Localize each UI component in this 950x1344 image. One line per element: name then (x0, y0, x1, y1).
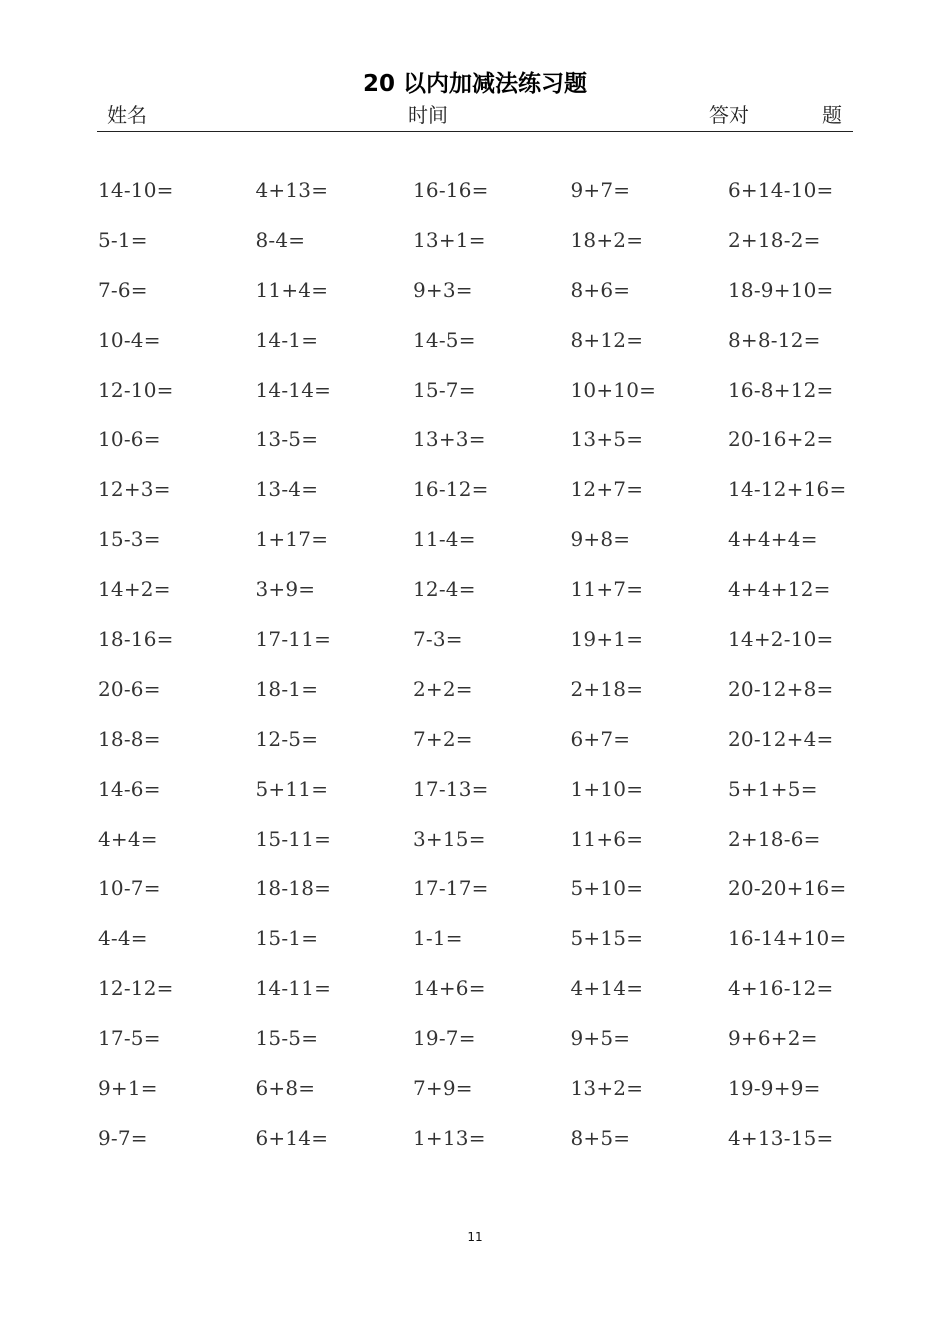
problem-item: 14+2-10= (728, 626, 834, 651)
problem-item: 5+15= (570, 926, 644, 951)
problem-row (98, 664, 888, 714)
problem-item: 11+6= (570, 826, 644, 851)
problem-row (98, 265, 888, 315)
problem-item: 13-5= (255, 427, 319, 452)
problem-item: 10-7= (98, 876, 161, 901)
problem-item: 7-6= (98, 277, 148, 302)
problem-item: 3+15= (413, 826, 486, 851)
problem-item: 4+16-12= (728, 976, 834, 1001)
problem-item: 17-5= (98, 1026, 161, 1051)
problem-item: 12+7= (570, 477, 644, 502)
problem-item: 10-4= (98, 327, 161, 352)
problem-item: 14-5= (413, 327, 476, 352)
page-title: 20 以内加减法练习题 (362, 71, 587, 97)
problem-item: 8+8-12= (728, 327, 821, 352)
problem-row (98, 414, 888, 464)
problem-item: 5+11= (255, 776, 329, 801)
problem-item: 7-3= (413, 626, 463, 651)
problem-item: 12-5= (255, 726, 319, 751)
problem-item: 10-6= (98, 427, 161, 452)
problem-item: 16-16= (413, 177, 489, 202)
problem-row (98, 315, 888, 365)
problem-item: 14+6= (413, 976, 486, 1001)
problem-item: 1+13= (413, 1125, 486, 1150)
problem-item: 4+4+4= (728, 527, 818, 552)
problem-item: 10+10= (570, 377, 657, 402)
problem-item: 2+18-6= (728, 826, 821, 851)
problem-item: 6+7= (570, 726, 631, 751)
problem-item: 3+9= (255, 577, 316, 602)
problem-item: 5+1+5= (728, 776, 818, 801)
problem-row (98, 1013, 888, 1063)
problem-item: 6+14-10= (728, 177, 834, 202)
problem-item: 12-12= (98, 976, 174, 1001)
problem-item: 13+5= (570, 427, 644, 452)
problem-item: 13+3= (413, 427, 486, 452)
problem-item: 6+14= (255, 1125, 329, 1150)
problem-row (98, 215, 888, 265)
problem-item: 9+3= (413, 277, 473, 302)
problem-item: 4+4+12= (728, 577, 831, 602)
problem-row (98, 1063, 888, 1113)
problem-item: 14-14= (255, 377, 332, 402)
problem-item: 11-4= (413, 527, 476, 552)
problem-item: 17-13= (413, 776, 489, 801)
problem-item: 12-10= (98, 377, 174, 402)
problem-item: 18+2= (570, 227, 644, 252)
problem-item: 18-9+10= (728, 277, 834, 302)
problem-item: 13+1= (413, 227, 486, 252)
question-count-label: 题 (822, 103, 842, 127)
problem-item: 1-1= (413, 926, 463, 951)
info-header (97, 100, 853, 132)
problem-item: 17-11= (255, 626, 332, 651)
problem-item: 18-8= (98, 726, 161, 751)
problem-item: 17-17= (413, 876, 489, 901)
problem-item: 16-8+12= (728, 377, 834, 402)
problem-item: 2+18-2= (728, 227, 821, 252)
problem-item: 4-4= (98, 926, 148, 951)
problem-row (98, 1113, 888, 1163)
problem-item: 20-6= (98, 676, 161, 701)
problem-item: 15-7= (413, 377, 476, 402)
problem-item: 12+3= (98, 477, 171, 502)
problem-item: 18-18= (255, 876, 332, 901)
problem-row (98, 714, 888, 764)
problem-item: 8+6= (570, 277, 631, 302)
problem-item: 2+2= (413, 676, 473, 701)
time-label: 时间 (408, 103, 448, 127)
problem-item: 1+17= (255, 527, 329, 552)
problem-item: 9-7= (98, 1125, 148, 1150)
page-number: 11 (467, 1230, 483, 1244)
problem-item: 4+4= (98, 826, 158, 851)
problem-item: 1+10= (570, 776, 644, 801)
problem-item: 14-11= (255, 976, 332, 1001)
problem-item: 16-14+10= (728, 926, 847, 951)
problem-item: 9+5= (570, 1026, 631, 1051)
problem-item: 14-1= (255, 327, 319, 352)
problem-row (98, 614, 888, 664)
problem-item: 7+9= (413, 1075, 473, 1100)
problem-item: 15-1= (255, 926, 319, 951)
problem-item: 6+8= (255, 1075, 316, 1100)
problem-item: 16-12= (413, 477, 489, 502)
problem-item: 13-4= (255, 477, 319, 502)
problem-item: 13+2= (570, 1075, 644, 1100)
problem-item: 4+14= (570, 976, 644, 1001)
problem-item: 7+2= (413, 726, 473, 751)
problem-item: 15-3= (98, 527, 161, 552)
problem-row (98, 564, 888, 614)
problem-item: 14-10= (98, 177, 174, 202)
problem-item: 20-20+16= (728, 876, 847, 901)
problem-row (98, 464, 888, 514)
problem-item: 12-4= (413, 577, 476, 602)
problem-grid (98, 165, 888, 1163)
problem-item: 19+1= (570, 626, 644, 651)
problem-item: 11+7= (570, 577, 644, 602)
problem-item: 9+7= (570, 177, 631, 202)
problem-item: 20-12+4= (728, 726, 834, 751)
problem-item: 20-12+8= (728, 676, 834, 701)
problem-item: 14-6= (98, 776, 161, 801)
problem-item: 4+13= (255, 177, 329, 202)
problem-item: 5-1= (98, 227, 148, 252)
problem-item: 14-12+16= (728, 477, 847, 502)
problem-item: 15-11= (255, 826, 332, 851)
problem-item: 19-9+9= (728, 1075, 821, 1100)
problem-row (98, 913, 888, 963)
problem-item: 8-4= (255, 227, 306, 252)
problem-item: 9+6+2= (728, 1026, 818, 1051)
problem-item: 11+4= (255, 277, 329, 302)
correct-label: 答对 (709, 103, 749, 127)
problem-row (98, 365, 888, 415)
problem-item: 14+2= (98, 577, 171, 602)
problem-row (98, 863, 888, 913)
problem-item: 9+8= (570, 527, 631, 552)
problem-item: 18-1= (255, 676, 319, 701)
problem-row (98, 963, 888, 1013)
problem-item: 8+5= (570, 1125, 631, 1150)
problem-row (98, 814, 888, 864)
problem-item: 8+12= (570, 327, 644, 352)
problem-item: 20-16+2= (728, 427, 834, 452)
problem-item: 5+10= (570, 876, 644, 901)
problem-row (98, 165, 888, 215)
problem-row (98, 764, 888, 814)
problem-item: 15-5= (255, 1026, 319, 1051)
problem-item: 9+1= (98, 1075, 158, 1100)
problem-item: 2+18= (570, 676, 644, 701)
name-label: 姓名 (107, 103, 147, 127)
problem-item: 4+13-15= (728, 1125, 834, 1150)
problem-item: 18-16= (98, 626, 174, 651)
problem-row (98, 514, 888, 564)
problem-item: 19-7= (413, 1026, 476, 1051)
